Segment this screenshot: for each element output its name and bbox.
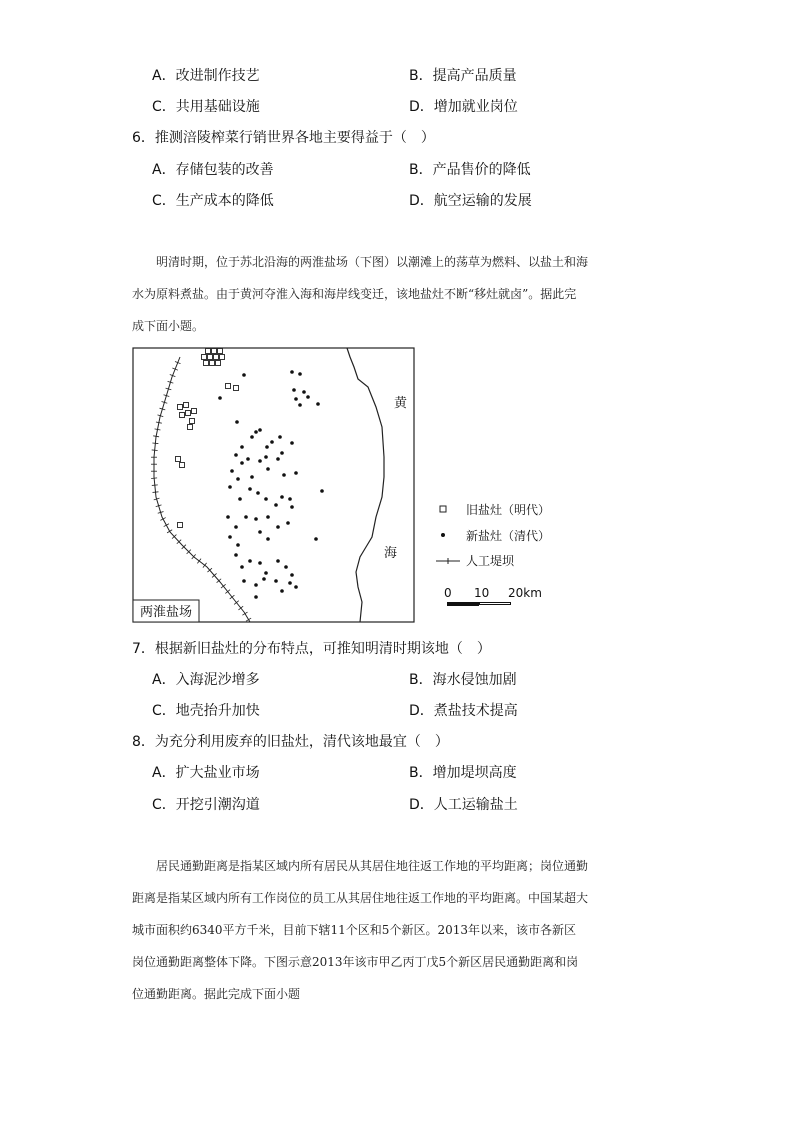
- new-stove-marker: [234, 453, 238, 457]
- new-stove-marker: [236, 477, 240, 481]
- q8-stem: 8．为充分利用废弃的旧盐灶，清代该地最宜（ ）: [132, 734, 449, 750]
- scale-bar-white: [479, 602, 511, 605]
- new-stove-marker: [240, 445, 244, 449]
- passage-line: 岗位通勤距离整体下降。下图示意2013年该市甲乙丙丁戊5个新区居民通勤距离和岗: [132, 955, 579, 969]
- new-stove-marker: [294, 585, 298, 589]
- legend-old-label: 旧盐灶（明代）: [466, 503, 551, 517]
- map-frame: [133, 348, 414, 622]
- scale-tick-0: 0: [444, 586, 452, 600]
- legend-new-label: 新盐灶（清代）: [466, 529, 551, 543]
- q7-option-b: B．海水侵蚀加剧: [409, 672, 517, 688]
- scale-bar: [444, 586, 564, 610]
- map-caption: 两淮盐场: [140, 605, 193, 620]
- new-stove-marker: [236, 543, 240, 547]
- new-stove-marker: [226, 515, 230, 519]
- old-stove-marker: [190, 419, 195, 424]
- new-stove-marker: [234, 525, 238, 529]
- q6-option-c: C．生产成本的降低: [152, 193, 274, 209]
- new-stove-marker: [286, 521, 290, 525]
- new-stove-marker: [320, 489, 324, 493]
- new-stove-marker: [254, 595, 258, 599]
- old-stove-marker: [212, 349, 217, 354]
- new-stove-marker: [228, 485, 232, 489]
- new-stove-marker: [258, 428, 262, 432]
- new-stove-marker: [258, 530, 262, 534]
- new-stove-marker: [264, 497, 268, 501]
- new-stove-marker: [316, 402, 320, 406]
- new-stove-marker: [276, 525, 280, 529]
- old-stove-marker: [178, 405, 183, 410]
- new-stove-marker: [266, 537, 270, 541]
- new-stove-marker: [270, 440, 274, 444]
- new-stove-marker: [254, 517, 258, 521]
- q7-option-a: A．入海泥沙增多: [152, 672, 260, 688]
- scale-bar-black: [447, 602, 479, 606]
- old-stove-marker: [208, 355, 213, 360]
- passage-line: 距离是指某区域内所有工作岗位的员工从其居住地往返工作地的平均距离。中国某超大: [132, 891, 589, 905]
- q5-option-b: B．提高产品质量: [409, 68, 517, 84]
- new-stove-marker: [264, 571, 268, 575]
- new-stove-marker: [298, 403, 302, 407]
- new-stove-marker: [242, 579, 246, 583]
- new-stove-marker: [254, 583, 258, 587]
- new-stove-marker: [290, 441, 294, 445]
- sea-label-huang: 黄: [394, 396, 408, 411]
- new-stove-marker: [262, 577, 266, 581]
- new-stove-marker: [314, 537, 318, 541]
- new-stove-marker: [284, 565, 288, 569]
- new-stove-marker: [228, 535, 232, 539]
- new-stove-marker: [240, 565, 244, 569]
- new-stove-marker: [280, 451, 284, 455]
- passage-line: 城市面积约6340平方千米，目前下辖11个区和5个新区。2013年以来，该市各新区: [132, 923, 576, 937]
- new-stove-marker: [264, 455, 268, 459]
- new-stove-marker: [240, 461, 244, 465]
- old-stove-marker: [206, 349, 211, 354]
- scale-tick-10: 10: [474, 586, 490, 600]
- new-stove-marker: [265, 445, 269, 449]
- q8-option-d: D．人工运输盐土: [409, 797, 518, 813]
- new-stove-marker: [302, 390, 306, 394]
- new-stove-marker: [276, 559, 280, 563]
- new-stove-marker: [218, 396, 222, 400]
- q8-option-c: C．开挖引潮沟道: [152, 797, 260, 813]
- new-stove-marker: [256, 491, 260, 495]
- scale-tick-20: 20km: [508, 586, 542, 600]
- old-stove-marker: [176, 457, 181, 462]
- q6-option-b: B．产品售价的降低: [409, 162, 531, 178]
- new-stove-marker: [292, 388, 296, 392]
- new-stove-marker: [235, 420, 239, 424]
- old-stove-marker: [210, 361, 215, 366]
- new-stove-marker: [290, 505, 294, 509]
- q7-option-d: D．煮盐技术提高: [409, 703, 518, 719]
- q8-option-a: A．扩大盐业市场: [152, 765, 260, 781]
- q7-stem: 7．根据新旧盐灶的分布特点，可推知明清时期该地（ ）: [132, 641, 491, 657]
- q5-option-c: C．共用基础设施: [152, 99, 260, 115]
- sea-label-hai: 海: [384, 546, 398, 561]
- new-stove-marker: [248, 559, 252, 563]
- new-stove-marker: [276, 457, 280, 461]
- new-stove-marker: [258, 459, 262, 463]
- new-stove-marker: [306, 395, 310, 399]
- passage-commute: [132, 850, 664, 1010]
- q8-option-b: B．增加堤坝高度: [409, 765, 517, 781]
- passage-line: 居民通勤距离是指某区域内所有居民从其居住地往返工作地的平均距离；岗位通勤: [156, 859, 589, 873]
- q5-option-a: A．改进制作技艺: [152, 68, 260, 84]
- new-stove-marker: [250, 435, 254, 439]
- new-stove-marker: [288, 497, 292, 501]
- new-stove-marker: [280, 495, 284, 499]
- old-stove-marker: [216, 361, 221, 366]
- new-stove-marker: [290, 573, 294, 577]
- new-stove-marker: [290, 370, 294, 374]
- new-stove-marker: [294, 397, 298, 401]
- new-stove-marker: [242, 373, 246, 377]
- old-stove-marker: [220, 355, 225, 360]
- q6-stem: 6．推测涪陵榨菜行销世界各地主要得益于（ ）: [132, 130, 435, 146]
- map-legend: [436, 500, 576, 610]
- new-stove-marker: [294, 471, 298, 475]
- old-stove-marker: [226, 384, 231, 389]
- dam-icon: [436, 553, 462, 569]
- q5-option-d: D．增加就业岗位: [409, 99, 518, 115]
- old-stove-marker: [214, 355, 219, 360]
- new-stove-marker: [274, 579, 278, 583]
- q6-option-a: A．存储包装的改善: [152, 162, 274, 178]
- new-stove-marker: [278, 435, 282, 439]
- new-stove-marker: [282, 473, 286, 477]
- new-stove-marker: [274, 503, 278, 507]
- old-stove-marker: [184, 403, 189, 408]
- new-stove-marker: [288, 581, 292, 585]
- passage-line: 位通勤距离。据此完成下面小题: [132, 987, 301, 1001]
- old-stove-marker: [192, 409, 197, 414]
- old-stove-marker: [180, 463, 185, 468]
- old-stove-marker: [188, 425, 193, 430]
- old-stove-marker: [180, 413, 185, 418]
- old-stove-marker: [234, 386, 239, 391]
- q7-option-c: C．地壳抬升加快: [152, 703, 260, 719]
- q6-option-d: D．航空运输的发展: [409, 193, 532, 209]
- new-stove-marker: [258, 561, 262, 565]
- passage-line: 水为原料煮盐。由于黄河夺淮入海和海岸线变迁，该地盐灶不断“移灶就卤”。据此完: [132, 287, 577, 301]
- new-stove-marker: [298, 372, 302, 376]
- old-stove-marker: [218, 349, 223, 354]
- new-stove-marker: [280, 589, 284, 593]
- new-stove-marker: [238, 497, 242, 501]
- old-stove-icon: [438, 502, 452, 518]
- new-stove-marker: [248, 487, 252, 491]
- new-stove-marker: [266, 467, 270, 471]
- passage-line: 成下面小题。: [132, 319, 205, 333]
- new-stove-marker: [234, 553, 238, 557]
- new-stove-marker: [230, 469, 234, 473]
- new-stove-marker: [246, 457, 250, 461]
- old-stove-marker: [186, 411, 191, 416]
- new-stove-marker: [250, 475, 254, 479]
- passage-line: 明清时期，位于苏北沿海的两淮盐场（下图）以潮滩上的荡草为燃料、以盐土和海: [156, 255, 589, 269]
- old-stove-marker: [202, 355, 207, 360]
- new-stove-marker: [254, 430, 258, 434]
- new-stove-icon: [438, 528, 452, 544]
- old-stove-marker: [178, 523, 183, 528]
- passage-salt-field: [132, 246, 664, 342]
- new-stove-marker: [266, 515, 270, 519]
- legend-dam-label: 人工堤坝: [466, 554, 515, 568]
- old-stove-marker: [204, 361, 209, 366]
- new-stove-marker: [244, 515, 248, 519]
